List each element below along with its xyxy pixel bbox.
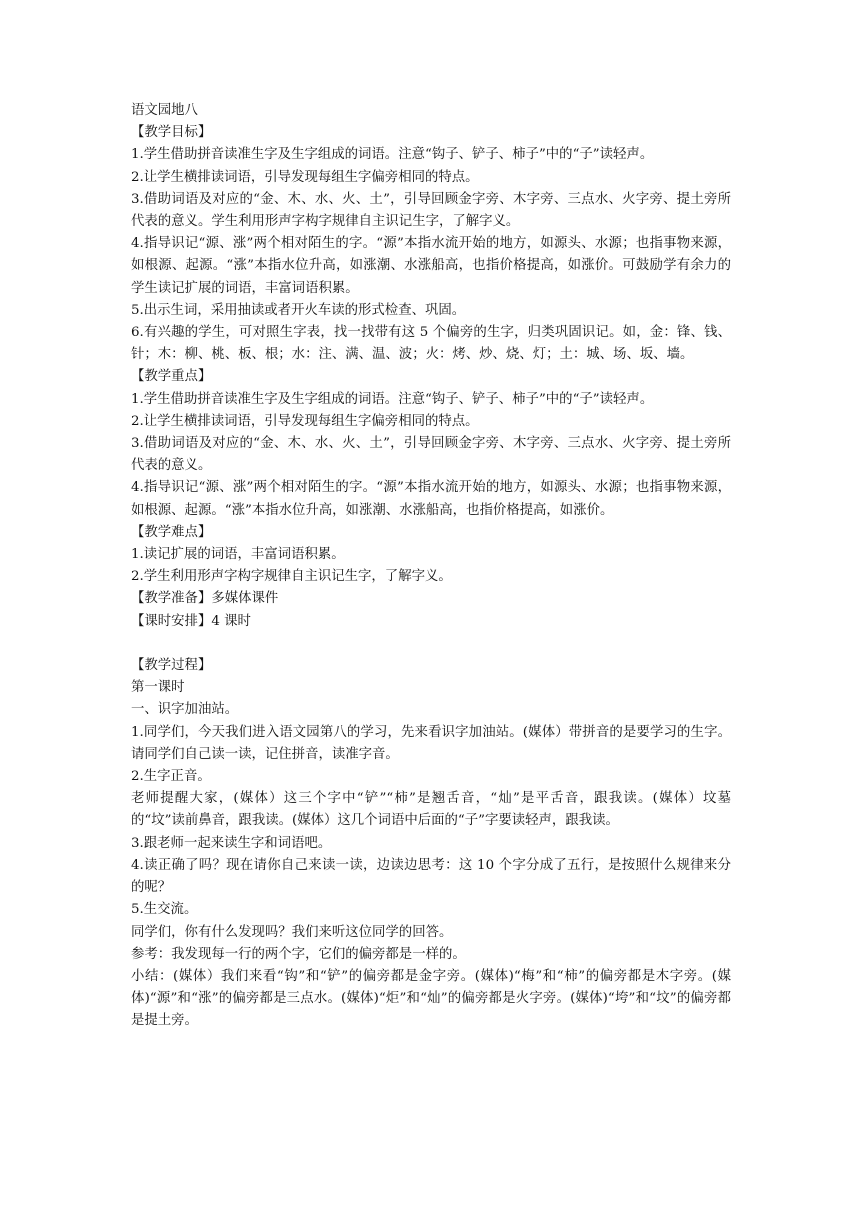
process-paragraph: 参考：我发现每一行的两个字，它们的偏旁都是一样的。: [131, 946, 466, 962]
difficulty-item: 1.读记扩展的词语，丰富词语积累。: [131, 547, 345, 563]
key-point-item: 1.学生借助拼音读准生字及生字组成的词语。注意“钩子、铲子、柿子”中的“子”读轻声。: [131, 391, 654, 407]
document-title: 语文园地八: [131, 103, 198, 118]
key-point-item: 3.借助词语及对应的“金、木、水、火、土”，引导回顾金字旁、木字旁、三点水、火字旁、提土旁所代表的意义。: [131, 436, 731, 474]
goal-item: 4.指导识记“源、涨”两个相对陌生的字。“源”本指水流开始的地方，如源头、水源；也指事物来源，如根源、起源。“涨”本指水位升高，如涨潮、水涨船高，也指价格提高，如涨价。可鼓励学有余力的学生读记扩展的词语，丰富词语积累。: [131, 236, 731, 296]
difficulty-item: 2.学生利用形声字构字规律自主识记生字，了解字义。: [131, 569, 452, 585]
lesson-title: 第一课时: [131, 680, 185, 696]
preparation-line: 【教学准备】多媒体课件: [131, 591, 279, 607]
process-paragraph: 3.跟老师一起来读生字和词语吧。: [131, 835, 332, 851]
key-point-item: 4.指导识记“源、涨”两个相对陌生的字。“源”本指水流开始的地方，如源头、水源；也指事物来源，如根源、起源。“涨”本指水位升高，如涨潮、水涨船高，也指价格提高，如涨价。: [131, 480, 731, 518]
goal-item: 6.有兴趣的学生，可对照生字表，找一找带有这 5 个偏旁的生字，归类巩固识记。如，金：锋、钱、针；木：柳、桃、板、根；水：注、满、温、波；火：烤、炒、烧、灯；土：城、场、坂、墙。: [131, 325, 731, 363]
key-points-heading: 【教学重点】: [131, 369, 212, 385]
process-paragraph: 5.生交流。: [131, 902, 198, 918]
goal-item: 3.借助词语及对应的“金、木、水、火、土”，引导回顾金字旁、木字旁、三点水、火字旁、提土旁所代表的意义。学生利用形声字构字规律自主识记生字，了解字义。: [131, 191, 731, 230]
goal-item: 1.学生借助拼音读准生字及生字组成的词语。注意“钩子、铲子、柿子”中的“子”读轻声。: [131, 147, 654, 163]
process-paragraph: 2.生字正音。: [131, 769, 211, 785]
process-heading: 【教学过程】: [131, 658, 212, 674]
schedule-line: 【课时安排】4 课时: [131, 613, 251, 629]
process-paragraph: 小结：(媒体）我们来看“钩”和“铲”的偏旁都是金字旁。(媒体)“梅”和“柿”的偏旁都是木字旁。(媒体)“源”和“涨”的偏旁都是三点水。(媒体)“炬”和“灿”的偏旁都是火字旁。(媒体)“垮”和“坟”的偏旁都是提土旁。: [131, 968, 731, 1029]
process-paragraph: 4.读正确了吗？现在请你自己来读一读，边读边思考：这 10 个字分成了五行，是按照什么规律来分的呢？: [131, 857, 731, 896]
process-paragraph: 1.同学们，今天我们进入语文园第八的学习，先来看识字加油站。(媒体）带拼音的是要学习的生字。请同学们自己读一读，记住拼音，读准字音。: [131, 724, 731, 762]
process-paragraph: 老师提醒大家，(媒体）这三个字中“铲”“柿”是翘舌音，“灿”是平舌音，跟我读。(媒体）坟墓的“坟”读前鼻音，跟我读。(媒体）这几个词语中后面的“子”字要读轻声，跟我读。: [131, 791, 731, 829]
section-title: 一、识字加油站。: [131, 702, 239, 718]
goals-heading: 【教学目标】: [131, 125, 212, 141]
document-page: [131, 100, 731, 1033]
blank-line: [131, 633, 731, 655]
key-point-item: 2.让学生横排读词语，引导发现每组生字偏旁相同的特点。: [131, 413, 479, 429]
difficulties-heading: 【教学难点】: [131, 524, 212, 540]
goal-item: 2.让学生横排读词语，引导发现每组生字偏旁相同的特点。: [131, 169, 479, 185]
goal-item: 5.出示生词，采用抽读或者开火车读的形式检查、巩固。: [131, 302, 466, 318]
process-paragraph: 同学们，你有什么发现吗？我们来听这位同学的回答。: [131, 924, 453, 940]
